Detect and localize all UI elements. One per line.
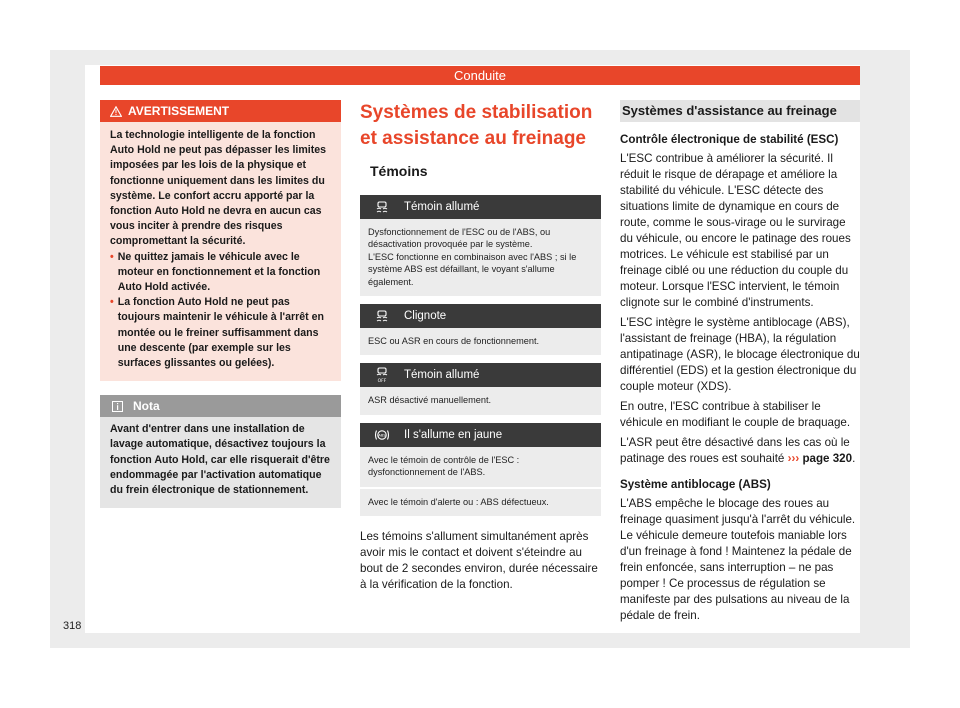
warning-intro: La technologie intelligente de la fonction Auto Hold ne peut pas dépasser les limites imposées par les lois de la physique et fonctionne uniquement dans les limites du système. Le confort accru apporté par la fonction Auto Hold ne devra en aucun cas vous inciter à prendre des risques compromettant la sécurité. <box>110 129 327 248</box>
esc-off-icon <box>375 367 389 383</box>
indicator-status: Clignote <box>404 310 447 323</box>
esc-icon <box>375 309 389 323</box>
esc-paragraph: L'ESC contribue à améliorer la sécurité. Il réduit le risque de dérapage et améliore la stabilité du véhicule. L'ESC détecte des situations limite de dynamique en cours de route, comme le sous-virage ou le survirage du véhicule, ou encore le patinage des roues motrices. Le véhicule est stabilisé par un freinage ciblé ou une réduction du couple du moteur. Lorsque l'ESC intervient, le témoin clignote sur le combiné d'instruments. <box>620 152 851 309</box>
warning-title: AVERTISSEMENT <box>128 104 230 118</box>
indicator-status: Il s'allume en jaune <box>404 428 503 441</box>
warning-header <box>100 100 341 122</box>
abs-icon <box>374 428 390 442</box>
esc-heading: Contrôle électronique de stabilité (ESC) <box>620 133 839 146</box>
indicator-header <box>360 195 601 219</box>
warning-box <box>100 100 341 381</box>
indicator-status: Témoin allumé <box>404 201 480 213</box>
note-title: Nota <box>133 399 160 414</box>
link-arrow: ››› <box>787 452 800 465</box>
warning-bullet-text: La fonction Auto Hold ne peut pas toujours maintenir le véhicule à l'arrêt en montée ou le freiner suffisamment dans une descente (par exemple sur les surfaces glissantes ou gelées). <box>117 296 324 370</box>
warning-triangle-icon <box>110 106 122 117</box>
warning-bullet <box>110 295 331 371</box>
indicator-status: Témoin allumé <box>404 369 480 382</box>
indicator-description <box>360 447 601 487</box>
svg-text:ABS: ABS <box>378 433 386 438</box>
indicator-text: Dysfonctionnement de l'ESC ou de l'ABS, ou désactivation provoquée par le système. <box>368 227 551 250</box>
bullet-dot: • <box>110 250 114 263</box>
warning-body <box>100 122 341 381</box>
section-title: Systèmes de stabilisation et assistance au freinage <box>360 102 593 149</box>
bullet-dot: • <box>110 296 114 309</box>
left-column <box>100 100 341 508</box>
indicator-header <box>360 363 601 387</box>
indicator-text: ESC ou ASR en cours de fonctionnement. <box>368 336 540 347</box>
page-link[interactable]: page 320 <box>802 452 853 465</box>
indicator-table <box>360 195 601 516</box>
section-subtitle: Témoins <box>370 163 428 179</box>
esc-paragraph: L'ESC intègre le système antiblocage (ABS), l'assistant de freinage (HBA), la régulation antipatinage (ASR), le blocage électronique du différentiel (EDS) et la gestion électronique du couple moteur (XDS). <box>620 316 860 393</box>
indicator-text: Avec le témoin d'alerte ou : ABS défectueux. <box>368 496 549 507</box>
esc-paragraph: En outre, l'ESC contribue à stabiliser le véhicule en modifiant le couple de braquage. <box>620 400 851 429</box>
warning-bullet <box>110 250 331 296</box>
indicator-text: L'ESC fonctionne en combinaison avec l'ABS ; si le système ABS est défaillant, le voyant s'allume également. <box>368 251 577 287</box>
abs-heading: Système antiblocage (ABS) <box>620 478 771 491</box>
note-body: Avant d'entrer dans une installation de lavage automatique, désactivez toujours la fonction Auto Hold, car elle risquerait d'être endommagée par l'activation automatique du frein électronique de stationnement. <box>110 423 330 497</box>
chapter-header: Conduite <box>100 66 860 85</box>
indicator-header <box>360 304 601 328</box>
svg-text:OFF: OFF <box>377 379 387 384</box>
indicator-header <box>360 423 601 447</box>
indicator-description <box>360 219 601 296</box>
abs-paragraph: L'ABS empêche le blocage des roues au freinage quasiment jusqu'à l'arrêt du véhicule. Le véhicule demeure toutefois maniable lors d'un freinage à fond ! Maintenez la pédale de frein enfoncée, sans interruption – ne pas pomper ! Ce processus de régulation se manifeste par des pulsations au niveau de la pédale de frein. <box>620 497 856 622</box>
indicator-text: Avec le témoin de contrôle de l'ESC : dysfonctionnement de l'ABS. <box>368 454 520 478</box>
esc-asr-text: L'ASR peut être désactivé dans les cas où le patinage des roues est souhaité <box>620 436 850 465</box>
indicator-description <box>360 489 601 516</box>
indicator-text: ASR désactivé manuellement. <box>368 395 492 406</box>
subsection-title: Systèmes d'assistance au freinage <box>622 103 837 118</box>
warning-bullet-text: Ne quittez jamais le véhicule avec le moteur en fonctionnement et la fonction Auto Hold activée. <box>117 250 321 294</box>
esc-icon <box>375 200 389 214</box>
info-icon <box>112 401 123 412</box>
indicators-note: Les témoins s'allument simultanément après avoir mis le contact et doivent s'éteindre au bout de 2 secondes environ, durée nécessaire à la vérification de la fonction. <box>360 530 598 592</box>
middle-column <box>360 100 601 593</box>
note-box <box>100 395 341 508</box>
indicator-description <box>360 328 601 355</box>
subsection-header <box>620 100 860 122</box>
note-header <box>100 395 341 417</box>
indicator-description <box>360 387 601 414</box>
esc-paragraph: L'ASR peut être désactivé dans les cas où le patinage des roues est souhaité ››› page 320. <box>620 436 856 465</box>
page-number: 318 <box>63 620 82 632</box>
right-column <box>620 100 860 628</box>
